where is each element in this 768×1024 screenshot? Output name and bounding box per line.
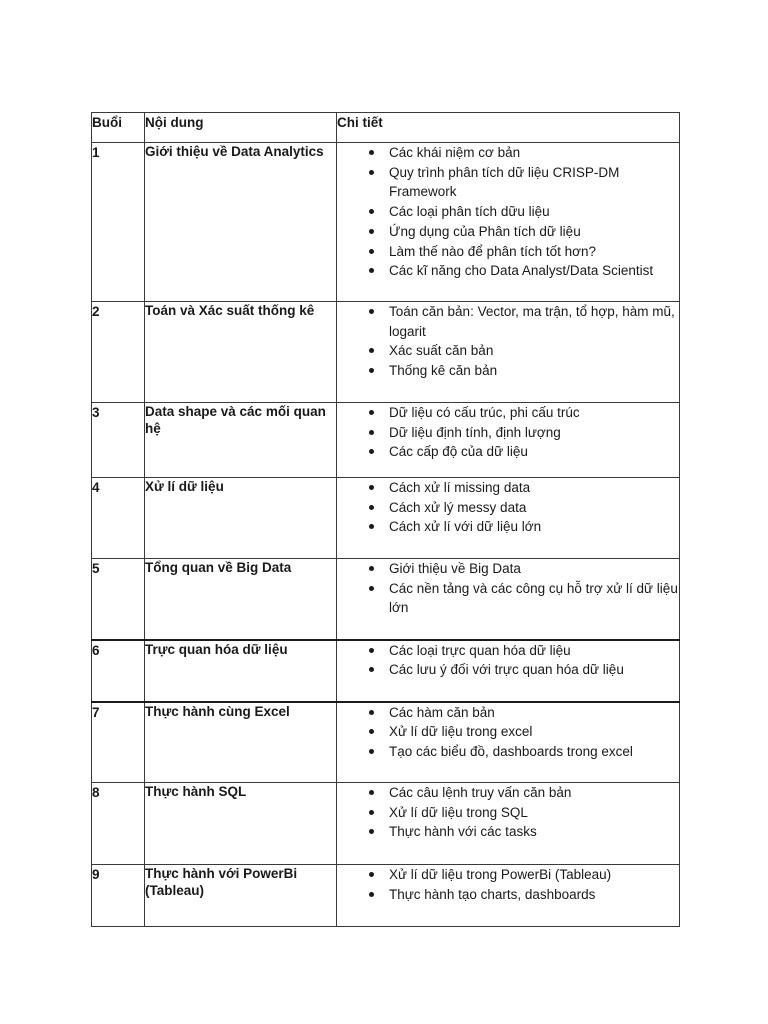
header-topic: Nội dung bbox=[145, 113, 337, 143]
detail-list bbox=[337, 478, 679, 537]
session-details bbox=[337, 143, 680, 302]
list-item: Các lưu ý đối với trực quan hóa dữ liệu bbox=[389, 660, 679, 680]
list-item: Các khái niệm cơ bản bbox=[389, 143, 679, 163]
session-number: 6 bbox=[92, 640, 145, 702]
session-number: 2 bbox=[92, 302, 145, 403]
table-row bbox=[92, 783, 680, 865]
list-item: Các nền tảng và các công cụ hỗ trợ xử lí dữ liệu lớn bbox=[389, 579, 679, 618]
session-topic: Thực hành cùng Excel bbox=[145, 702, 337, 783]
list-item: Toán căn bản: Vector, ma trận, tổ hợp, hàm mũ, logarit bbox=[389, 302, 679, 341]
list-item: Cách xử lý messy data bbox=[389, 498, 679, 518]
detail-list bbox=[337, 641, 679, 680]
header-row bbox=[92, 113, 680, 143]
session-topic: Thực hành với PowerBi (Tableau) bbox=[145, 865, 337, 927]
detail-list bbox=[337, 783, 679, 842]
list-item: Quy trình phân tích dữ liệu CRISP-DM Framework bbox=[389, 163, 679, 202]
table-row bbox=[92, 403, 680, 478]
list-item: Thực hành với các tasks bbox=[389, 822, 679, 842]
session-number: 5 bbox=[92, 559, 145, 640]
session-number: 1 bbox=[92, 143, 145, 302]
list-item: Các hàm căn bản bbox=[389, 703, 679, 723]
syllabus-table bbox=[91, 112, 680, 927]
header-session: Buổi bbox=[92, 113, 145, 143]
detail-list bbox=[337, 703, 679, 762]
list-item: Giới thiệu về Big Data bbox=[389, 559, 679, 579]
list-item: Các cấp độ của dữ liệu bbox=[389, 442, 679, 462]
header-details: Chi tiết bbox=[337, 113, 680, 143]
session-number: 7 bbox=[92, 702, 145, 783]
list-item: Ứng dụng của Phân tích dữ liệu bbox=[389, 222, 679, 242]
session-details bbox=[337, 559, 680, 640]
list-item: Làm thế nào để phân tích tốt hơn? bbox=[389, 242, 679, 262]
table-row bbox=[92, 143, 680, 302]
list-item: Cách xử lí với dữ liệu lớn bbox=[389, 517, 679, 537]
session-topic: Thực hành SQL bbox=[145, 783, 337, 865]
table-row bbox=[92, 559, 680, 640]
session-number: 8 bbox=[92, 783, 145, 865]
detail-list bbox=[337, 143, 679, 281]
detail-list bbox=[337, 559, 679, 618]
session-topic: Trực quan hóa dữ liệu bbox=[145, 640, 337, 702]
list-item: Xử lí dữ liệu trong SQL bbox=[389, 803, 679, 823]
session-details bbox=[337, 640, 680, 702]
list-item: Các kĩ năng cho Data Analyst/Data Scientist bbox=[389, 261, 679, 281]
session-details bbox=[337, 783, 680, 865]
table-row bbox=[92, 302, 680, 403]
session-topic: Giới thiệu về Data Analytics bbox=[145, 143, 337, 302]
detail-list bbox=[337, 302, 679, 381]
session-details bbox=[337, 865, 680, 927]
detail-list bbox=[337, 865, 679, 904]
list-item: Xác suất căn bản bbox=[389, 341, 679, 361]
detail-list bbox=[337, 403, 679, 462]
list-item: Thực hành tạo charts, dashboards bbox=[389, 885, 679, 905]
session-number: 4 bbox=[92, 478, 145, 559]
session-details bbox=[337, 478, 680, 559]
list-item: Các loại phân tích dữu liệu bbox=[389, 202, 679, 222]
session-details bbox=[337, 403, 680, 478]
list-item: Dữ liệu có cấu trúc, phi cấu trúc bbox=[389, 403, 679, 423]
list-item: Các loại trực quan hóa dữ liệu bbox=[389, 641, 679, 661]
table-row bbox=[92, 478, 680, 559]
session-topic: Toán và Xác suất thống kê bbox=[145, 302, 337, 403]
table-row bbox=[92, 865, 680, 927]
session-number: 3 bbox=[92, 403, 145, 478]
session-details bbox=[337, 702, 680, 783]
list-item: Xử lí dữ liệu trong excel bbox=[389, 722, 679, 742]
table-row bbox=[92, 702, 680, 783]
table-row bbox=[92, 640, 680, 702]
session-number: 9 bbox=[92, 865, 145, 927]
list-item: Cách xử lí missing data bbox=[389, 478, 679, 498]
session-topic: Xử lí dữ liệu bbox=[145, 478, 337, 559]
session-topic: Data shape và các mối quan hệ bbox=[145, 403, 337, 478]
list-item: Tạo các biểu đồ, dashboards trong excel bbox=[389, 742, 679, 762]
list-item: Các câu lệnh truy vấn căn bản bbox=[389, 783, 679, 803]
session-topic: Tổng quan về Big Data bbox=[145, 559, 337, 640]
list-item: Thống kê căn bản bbox=[389, 361, 679, 381]
list-item: Dữ liệu định tính, định lượng bbox=[389, 423, 679, 443]
list-item: Xử lí dữ liệu trong PowerBi (Tableau) bbox=[389, 865, 679, 885]
session-details bbox=[337, 302, 680, 403]
